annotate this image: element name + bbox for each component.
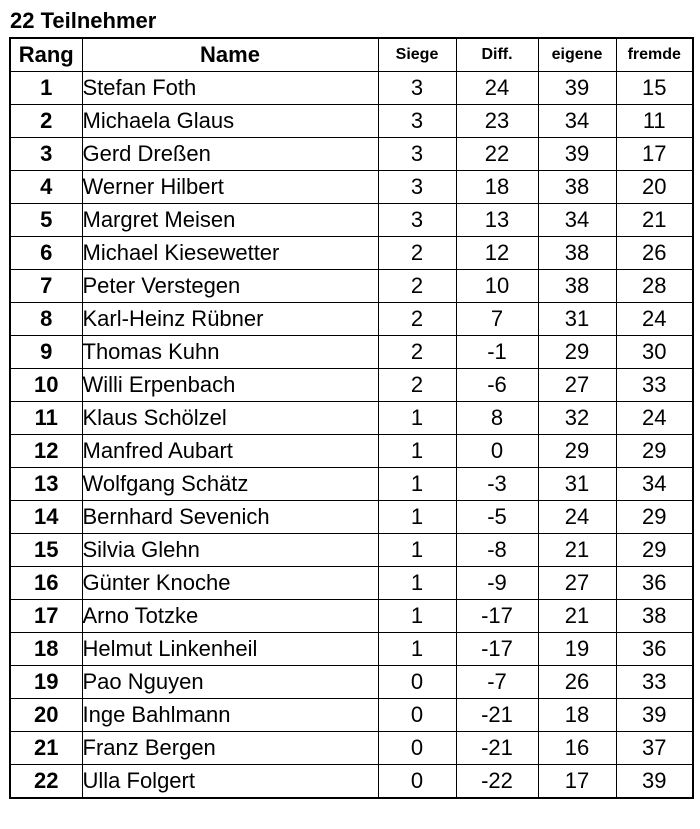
diff-cell: 22: [456, 138, 538, 171]
diff-cell: 13: [456, 204, 538, 237]
own-points-cell: 29: [538, 435, 616, 468]
table-row: [10, 204, 693, 237]
table-row: [10, 402, 693, 435]
diff-cell: -17: [456, 600, 538, 633]
name-cell: Arno Totzke: [82, 600, 378, 633]
foreign-points-cell: 11: [616, 105, 693, 138]
wins-cell: 3: [378, 204, 456, 237]
own-points-cell: 29: [538, 336, 616, 369]
name-cell: Inge Bahlmann: [82, 699, 378, 732]
name-cell: Manfred Aubart: [82, 435, 378, 468]
foreign-points-cell: 37: [616, 732, 693, 765]
name-cell: Klaus Schölzel: [82, 402, 378, 435]
wins-cell: 3: [378, 72, 456, 105]
wins-cell: 3: [378, 138, 456, 171]
foreign-points-cell: 39: [616, 765, 693, 799]
wins-cell: 1: [378, 534, 456, 567]
foreign-points-cell: 36: [616, 567, 693, 600]
name-cell: Willi Erpenbach: [82, 369, 378, 402]
rank-cell: 13: [10, 468, 82, 501]
diff-cell: -21: [456, 732, 538, 765]
rank-cell: 12: [10, 435, 82, 468]
diff-cell: -8: [456, 534, 538, 567]
rank-cell: 5: [10, 204, 82, 237]
name-cell: Günter Knoche: [82, 567, 378, 600]
table-row: [10, 567, 693, 600]
foreign-points-cell: 33: [616, 666, 693, 699]
foreign-points-cell: 15: [616, 72, 693, 105]
wins-cell: 2: [378, 270, 456, 303]
name-cell: Helmut Linkenheil: [82, 633, 378, 666]
table-row: [10, 534, 693, 567]
rank-cell: 17: [10, 600, 82, 633]
rank-cell: 19: [10, 666, 82, 699]
diff-cell: -17: [456, 633, 538, 666]
own-points-cell: 24: [538, 501, 616, 534]
rank-cell: 6: [10, 237, 82, 270]
own-points-cell: 39: [538, 138, 616, 171]
wins-cell: 2: [378, 237, 456, 270]
wins-cell: 2: [378, 369, 456, 402]
foreign-points-cell: 36: [616, 633, 693, 666]
own-points-cell: 27: [538, 567, 616, 600]
rank-cell: 18: [10, 633, 82, 666]
table-row: [10, 336, 693, 369]
table-row: [10, 138, 693, 171]
foreign-points-cell: 28: [616, 270, 693, 303]
foreign-points-cell: 29: [616, 435, 693, 468]
own-points-cell: 31: [538, 303, 616, 336]
table-row: [10, 303, 693, 336]
name-cell: Ulla Folgert: [82, 765, 378, 799]
diff-cell: -7: [456, 666, 538, 699]
table-row: [10, 468, 693, 501]
name-cell: Margret Meisen: [82, 204, 378, 237]
diff-cell: -22: [456, 765, 538, 799]
foreign-points-cell: 34: [616, 468, 693, 501]
diff-cell: 12: [456, 237, 538, 270]
foreign-points-cell: 26: [616, 237, 693, 270]
table-row: [10, 435, 693, 468]
table-header-row: [10, 38, 693, 72]
name-cell: Gerd Dreßen: [82, 138, 378, 171]
table-row: [10, 501, 693, 534]
diff-cell: -1: [456, 336, 538, 369]
foreign-points-cell: 39: [616, 699, 693, 732]
table-row: [10, 270, 693, 303]
own-points-cell: 31: [538, 468, 616, 501]
column-header-foreign: fremde: [616, 38, 693, 72]
own-points-cell: 39: [538, 72, 616, 105]
rank-cell: 1: [10, 72, 82, 105]
own-points-cell: 38: [538, 270, 616, 303]
rank-cell: 22: [10, 765, 82, 799]
wins-cell: 1: [378, 633, 456, 666]
wins-cell: 1: [378, 567, 456, 600]
rank-cell: 4: [10, 171, 82, 204]
results-table: [9, 37, 694, 799]
foreign-points-cell: 20: [616, 171, 693, 204]
foreign-points-cell: 29: [616, 501, 693, 534]
table-row: [10, 765, 693, 799]
table-row: [10, 732, 693, 765]
own-points-cell: 18: [538, 699, 616, 732]
diff-cell: 7: [456, 303, 538, 336]
rank-cell: 11: [10, 402, 82, 435]
wins-cell: 0: [378, 732, 456, 765]
foreign-points-cell: 33: [616, 369, 693, 402]
name-cell: Werner Hilbert: [82, 171, 378, 204]
diff-cell: 8: [456, 402, 538, 435]
diff-cell: 0: [456, 435, 538, 468]
diff-cell: 24: [456, 72, 538, 105]
rank-cell: 7: [10, 270, 82, 303]
table-row: [10, 600, 693, 633]
rank-cell: 14: [10, 501, 82, 534]
rank-cell: 15: [10, 534, 82, 567]
table-row: [10, 171, 693, 204]
rank-cell: 21: [10, 732, 82, 765]
wins-cell: 0: [378, 699, 456, 732]
wins-cell: 1: [378, 468, 456, 501]
table-row: [10, 237, 693, 270]
foreign-points-cell: 29: [616, 534, 693, 567]
own-points-cell: 21: [538, 534, 616, 567]
wins-cell: 3: [378, 105, 456, 138]
foreign-points-cell: 24: [616, 303, 693, 336]
foreign-points-cell: 30: [616, 336, 693, 369]
column-header-own: eigene: [538, 38, 616, 72]
name-cell: Peter Verstegen: [82, 270, 378, 303]
foreign-points-cell: 17: [616, 138, 693, 171]
table-row: [10, 633, 693, 666]
wins-cell: 1: [378, 402, 456, 435]
column-header-name: Name: [82, 38, 378, 72]
foreign-points-cell: 24: [616, 402, 693, 435]
own-points-cell: 16: [538, 732, 616, 765]
wins-cell: 2: [378, 336, 456, 369]
diff-cell: 10: [456, 270, 538, 303]
diff-cell: -9: [456, 567, 538, 600]
wins-cell: 1: [378, 501, 456, 534]
rank-cell: 8: [10, 303, 82, 336]
name-cell: Franz Bergen: [82, 732, 378, 765]
name-cell: Karl-Heinz Rübner: [82, 303, 378, 336]
table-row: [10, 666, 693, 699]
name-cell: Michael Kiesewetter: [82, 237, 378, 270]
name-cell: Thomas Kuhn: [82, 336, 378, 369]
diff-cell: -3: [456, 468, 538, 501]
rank-cell: 16: [10, 567, 82, 600]
table-row: [10, 369, 693, 402]
own-points-cell: 38: [538, 237, 616, 270]
foreign-points-cell: 21: [616, 204, 693, 237]
rank-cell: 20: [10, 699, 82, 732]
column-header-diff: Diff.: [456, 38, 538, 72]
rank-cell: 2: [10, 105, 82, 138]
name-cell: Bernhard Sevenich: [82, 501, 378, 534]
wins-cell: 0: [378, 765, 456, 799]
diff-cell: 23: [456, 105, 538, 138]
diff-cell: -21: [456, 699, 538, 732]
wins-cell: 0: [378, 666, 456, 699]
rank-cell: 10: [10, 369, 82, 402]
table-row: [10, 699, 693, 732]
foreign-points-cell: 38: [616, 600, 693, 633]
own-points-cell: 21: [538, 600, 616, 633]
rank-cell: 9: [10, 336, 82, 369]
name-cell: Wolfgang Schätz: [82, 468, 378, 501]
rank-cell: 3: [10, 138, 82, 171]
diff-cell: 18: [456, 171, 538, 204]
own-points-cell: 34: [538, 105, 616, 138]
own-points-cell: 32: [538, 402, 616, 435]
own-points-cell: 27: [538, 369, 616, 402]
wins-cell: 2: [378, 303, 456, 336]
wins-cell: 1: [378, 600, 456, 633]
column-header-rank: Rang: [10, 38, 82, 72]
name-cell: Michaela Glaus: [82, 105, 378, 138]
wins-cell: 3: [378, 171, 456, 204]
name-cell: Silvia Glehn: [82, 534, 378, 567]
own-points-cell: 17: [538, 765, 616, 799]
name-cell: Pao Nguyen: [82, 666, 378, 699]
wins-cell: 1: [378, 435, 456, 468]
own-points-cell: 38: [538, 171, 616, 204]
own-points-cell: 34: [538, 204, 616, 237]
name-cell: Stefan Foth: [82, 72, 378, 105]
diff-cell: -6: [456, 369, 538, 402]
page-title: 22 Teilnehmer: [10, 8, 157, 33]
own-points-cell: 26: [538, 666, 616, 699]
own-points-cell: 19: [538, 633, 616, 666]
column-header-wins: Siege: [378, 38, 456, 72]
diff-cell: -5: [456, 501, 538, 534]
table-row: [10, 105, 693, 138]
table-row: [10, 72, 693, 105]
